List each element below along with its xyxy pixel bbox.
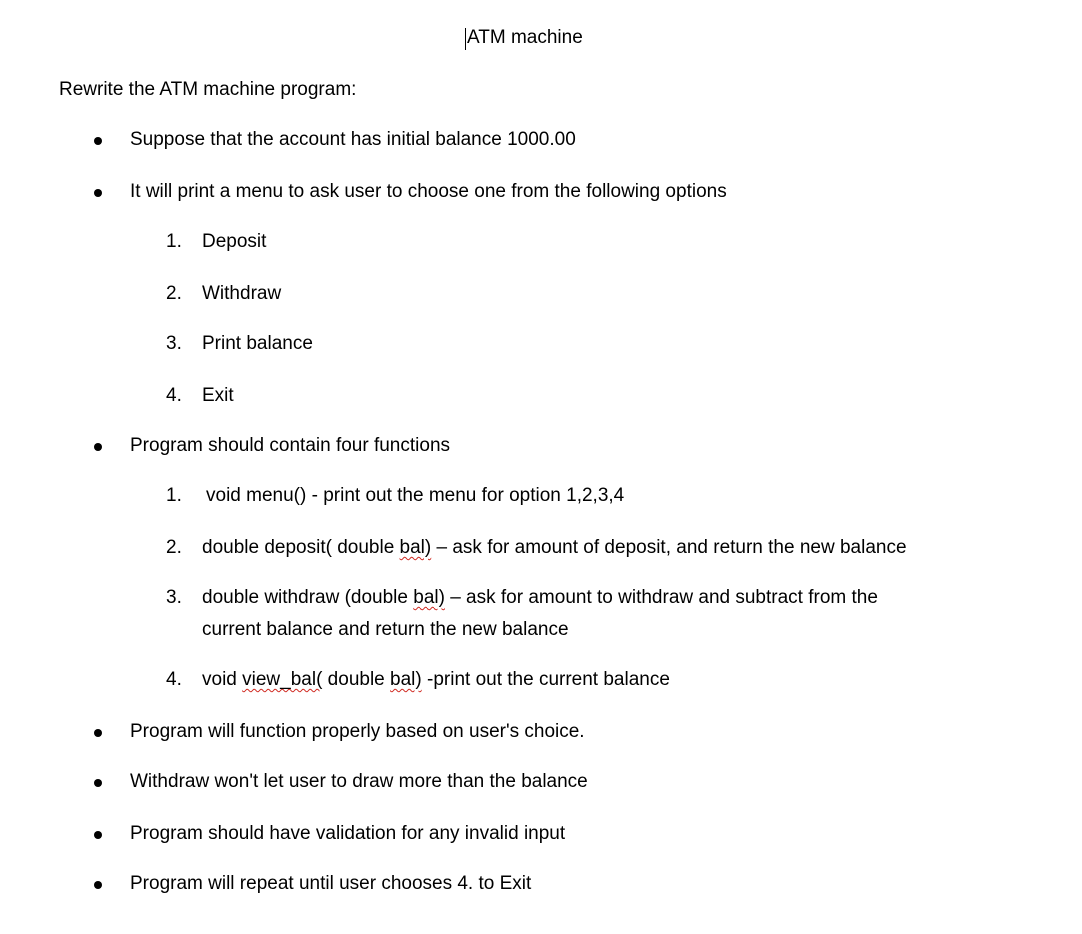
document-title: ATM machine: [467, 27, 583, 48]
bullet-repeat-until-exit: Program will repeat until user chooses 4. to Exit: [130, 873, 532, 894]
bullet-validation: Program should have validation for any invalid input: [130, 823, 566, 844]
list-number: 1.: [166, 485, 182, 506]
function-item-withdraw-continuation: current balance and return the new balance: [202, 619, 569, 640]
bullet-dot: [94, 189, 102, 197]
function-item-menu: [166, 485, 624, 507]
list-number: 4.: [166, 385, 182, 406]
list-number: 4.: [166, 669, 182, 690]
list-text-part: -print out the current balance: [421, 669, 670, 690]
function-item-withdraw: [166, 587, 878, 609]
menu-option-print-balance: [166, 333, 313, 355]
list-text-part: double: [322, 669, 391, 690]
list-text-part: – ask for amount to withdraw and subtract from the: [444, 587, 878, 608]
bullet-dot: [94, 779, 102, 787]
bullet-dot: [94, 881, 102, 889]
bullet-function-properly: Program will function properly based on user's choice.: [130, 721, 585, 742]
list-text: void menu() - print out the menu for option 1,2,3,4: [206, 485, 625, 506]
intro-text: Rewrite the ATM machine program:: [59, 79, 357, 100]
list-number: 1.: [166, 231, 182, 252]
list-text-part: void: [202, 669, 243, 690]
list-text-part: double withdraw (double: [202, 587, 414, 608]
list-number: 2.: [166, 283, 182, 304]
function-item-view-bal: [166, 669, 670, 691]
bullet-initial-balance: Suppose that the account has initial balance 1000.00: [130, 129, 576, 150]
function-item-deposit: [166, 537, 907, 559]
list-text: Withdraw: [202, 283, 282, 304]
bullet-four-functions: Program should contain four functions: [130, 435, 451, 456]
bullet-dot: [94, 137, 102, 145]
menu-option-withdraw: [166, 283, 281, 305]
list-number: 3.: [166, 587, 182, 608]
bullet-dot: [94, 729, 102, 737]
text-cursor: [465, 28, 466, 50]
spellcheck-flagged-word: bal): [413, 587, 445, 608]
bullet-menu-description: It will print a menu to ask user to choose one from the following options: [130, 181, 727, 202]
menu-option-exit: [166, 385, 234, 407]
bullet-withdraw-limit: Withdraw won't let user to draw more than the balance: [130, 771, 588, 792]
list-text: Deposit: [202, 231, 267, 252]
spellcheck-flagged-word: bal): [390, 669, 422, 690]
bullet-dot: [94, 831, 102, 839]
list-text-part: double deposit( double: [202, 537, 400, 558]
bullet-dot: [94, 443, 102, 451]
list-number: 3.: [166, 333, 182, 354]
list-text: Print balance: [202, 333, 313, 354]
spellcheck-flagged-word: bal): [399, 537, 432, 558]
list-text: Exit: [202, 385, 234, 406]
list-text-part: – ask for amount of deposit, and return the new balance: [431, 537, 907, 558]
menu-option-deposit: [166, 231, 266, 253]
spellcheck-flagged-word: view_bal(: [242, 669, 323, 690]
list-number: 2.: [166, 537, 182, 558]
